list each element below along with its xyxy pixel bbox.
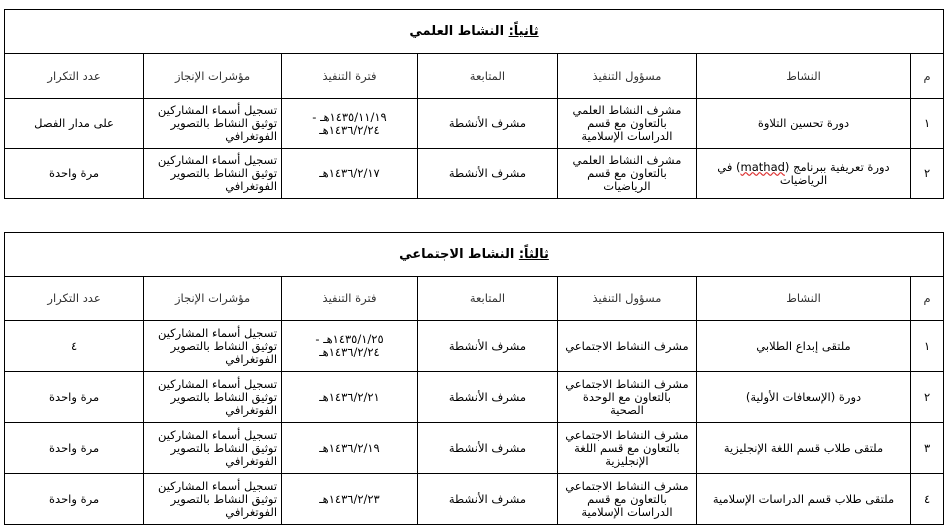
row-follow-up: مشرف الأنشطة bbox=[417, 99, 557, 149]
row-num: ٢ bbox=[911, 372, 944, 423]
text-line: تسجيل أسماء المشاركين bbox=[157, 103, 278, 117]
col-repetitions-header: عدد التكرار bbox=[5, 54, 144, 99]
text-line: تسجيل أسماء المشاركين bbox=[157, 325, 278, 340]
text-line: الرياضيات bbox=[603, 179, 651, 193]
section-title-main: النشاط الاجتماعي bbox=[399, 247, 515, 262]
table-row bbox=[5, 423, 944, 474]
text-line: الإنجليزية bbox=[605, 453, 649, 468]
row-responsible bbox=[557, 474, 696, 525]
text-line: مشرف النشاط العلمي bbox=[572, 103, 682, 117]
section-title bbox=[5, 233, 944, 277]
row-num: ٢ bbox=[911, 149, 944, 199]
col-indicators-header: مؤشرات الإنجاز bbox=[144, 54, 282, 99]
text-line: بالتعاون مع قسم bbox=[587, 116, 667, 130]
table-row bbox=[5, 149, 944, 199]
table-row bbox=[5, 99, 944, 149]
row-activity bbox=[696, 149, 910, 199]
text-line: الرياضيات bbox=[779, 172, 828, 187]
row-num: ١ bbox=[911, 99, 944, 149]
text-line: بالتعاون مع الوحدة bbox=[582, 389, 672, 404]
text-line: توثيق النشاط بالتصوير bbox=[170, 440, 278, 455]
row-indicators bbox=[144, 474, 282, 525]
row-responsible bbox=[557, 99, 696, 149]
col-num-header: م bbox=[911, 54, 944, 99]
col-responsible-header: مسؤول التنفيذ bbox=[557, 54, 696, 99]
row-responsible bbox=[557, 321, 696, 372]
text-line: بالتعاون مع قسم bbox=[587, 491, 667, 506]
text-line: ١٤٣٦/٢/٢٤هـ bbox=[319, 122, 380, 137]
text-fragment: ) في bbox=[717, 159, 741, 174]
row-activity: دورة تحسين التلاوة bbox=[696, 99, 910, 149]
text-line: توثيق النشاط بالتصوير bbox=[170, 338, 278, 353]
row-indicators bbox=[144, 321, 282, 372]
text-line: الصحية bbox=[610, 402, 644, 417]
row-repetitions: ٤ bbox=[5, 321, 144, 372]
table-row bbox=[5, 372, 944, 423]
row-responsible bbox=[557, 149, 696, 199]
text-line: تسجيل أسماء المشاركين bbox=[157, 478, 278, 493]
row-follow-up: مشرف الأنشطة bbox=[417, 372, 557, 423]
text-line: تسجيل أسماء المشاركين bbox=[157, 427, 278, 442]
row-repetitions: على مدار الفصل bbox=[5, 99, 144, 149]
text-line: مشرف النشاط الاجتماعي bbox=[565, 376, 689, 391]
text-line: الدراسات الإسلامية bbox=[581, 504, 673, 519]
header-row bbox=[5, 277, 944, 321]
row-activity: ملتقى طلاب قسم اللغة الإنجليزية bbox=[696, 423, 910, 474]
section-title-prefix: ثانياً: bbox=[508, 24, 539, 39]
col-follow-up-header: المتابعة bbox=[417, 277, 557, 321]
text-line: ١٤٣٦/٢/٢٣هـ bbox=[319, 491, 380, 506]
col-indicators-header: مؤشرات الإنجاز bbox=[144, 277, 282, 321]
section-title-prefix: ثالثاً: bbox=[518, 247, 549, 262]
row-repetitions: مرة واحدة bbox=[5, 423, 144, 474]
text-fragment: دورة تعريفية ببرنامج ( bbox=[784, 159, 890, 174]
text-line: توثيق النشاط بالتصوير bbox=[170, 491, 278, 506]
section-title-main: النشاط العلمي bbox=[409, 24, 505, 39]
text-line: مشرف النشاط الاجتماعي bbox=[565, 478, 689, 493]
text-line: توثيق النشاط بالتصوير bbox=[170, 166, 278, 180]
table-row bbox=[5, 321, 944, 372]
row-follow-up: مشرف الأنشطة bbox=[417, 423, 557, 474]
text-line bbox=[701, 161, 906, 174]
text-line: ١٤٣٦/٢/٢٤هـ bbox=[319, 345, 380, 359]
row-num: ٣ bbox=[911, 423, 944, 474]
text-line: الفوتغرافي bbox=[225, 402, 278, 417]
row-period bbox=[282, 474, 418, 525]
row-responsible bbox=[557, 372, 696, 423]
row-num: ١ bbox=[911, 321, 944, 372]
row-responsible bbox=[557, 423, 696, 474]
text-line: بالتعاون مع قسم bbox=[587, 166, 667, 180]
text-fragment: mathad bbox=[740, 159, 785, 174]
text-line: الفوتغرافي bbox=[225, 129, 278, 143]
section-title bbox=[5, 10, 944, 54]
social-activity-table bbox=[4, 232, 944, 525]
text-line: ١٤٣٦/٢/١٩هـ bbox=[319, 440, 380, 455]
text-line: الدراسات الإسلامية bbox=[581, 129, 673, 143]
text-line: الفوتغرافي bbox=[225, 453, 278, 468]
row-follow-up: مشرف الأنشطة bbox=[417, 149, 557, 199]
text-line: مشرف النشاط العلمي bbox=[572, 153, 682, 167]
text-line: الفوتغرافي bbox=[225, 504, 278, 519]
row-activity: دورة (الإسعافات الأولية) bbox=[696, 372, 910, 423]
text-line: ١٤٣٦/٢/٢١هـ bbox=[319, 389, 380, 404]
row-period bbox=[282, 99, 418, 149]
text-line: مشرف النشاط الاجتماعي bbox=[565, 338, 689, 353]
text-line: توثيق النشاط بالتصوير bbox=[170, 116, 278, 130]
text-line: ١٤٣٦/٢/١٧هـ bbox=[319, 166, 380, 180]
row-repetitions: مرة واحدة bbox=[5, 149, 144, 199]
row-follow-up: مشرف الأنشطة bbox=[417, 474, 557, 525]
header-row bbox=[5, 54, 944, 99]
row-num: ٤ bbox=[911, 474, 944, 525]
row-indicators bbox=[144, 372, 282, 423]
row-activity: ملتقى طلاب قسم الدراسات الإسلامية bbox=[696, 474, 910, 525]
col-follow-up-header: المتابعة bbox=[417, 54, 557, 99]
text-line: توثيق النشاط بالتصوير bbox=[170, 389, 278, 404]
col-repetitions-header: عدد التكرار bbox=[5, 277, 144, 321]
row-period bbox=[282, 372, 418, 423]
col-responsible-header: مسؤول التنفيذ bbox=[557, 277, 696, 321]
col-activity-header: النشاط bbox=[696, 277, 910, 321]
text-line: ١٤٣٥/١/٢٥هـ - bbox=[315, 332, 384, 346]
scientific-activity-table bbox=[4, 9, 944, 199]
table-row bbox=[5, 474, 944, 525]
text-line: مشرف النشاط الاجتماعي bbox=[565, 427, 689, 442]
col-period-header: فترة التنفيذ bbox=[282, 277, 418, 321]
text-line: تسجيل أسماء المشاركين bbox=[157, 376, 278, 391]
row-repetitions: مرة واحدة bbox=[5, 474, 144, 525]
text-line: تسجيل أسماء المشاركين bbox=[157, 153, 278, 167]
col-num-header: م bbox=[911, 277, 944, 321]
text-line: الفوتغرافي bbox=[225, 179, 278, 193]
text-line: الفوتغرافي bbox=[225, 351, 278, 366]
col-activity-header: النشاط bbox=[696, 54, 910, 99]
text-line: ١٤٣٥/١١/١٩هـ - bbox=[312, 109, 387, 124]
row-repetitions: مرة واحدة bbox=[5, 372, 144, 423]
row-period bbox=[282, 423, 418, 474]
row-period bbox=[282, 149, 418, 199]
row-indicators bbox=[144, 149, 282, 199]
row-period bbox=[282, 321, 418, 372]
row-activity: ملتقى إبداع الطلابي bbox=[696, 321, 910, 372]
col-period-header: فترة التنفيذ bbox=[282, 54, 418, 99]
row-follow-up: مشرف الأنشطة bbox=[417, 321, 557, 372]
row-indicators bbox=[144, 99, 282, 149]
text-line: بالتعاون مع قسم اللغة bbox=[574, 440, 680, 455]
row-indicators bbox=[144, 423, 282, 474]
